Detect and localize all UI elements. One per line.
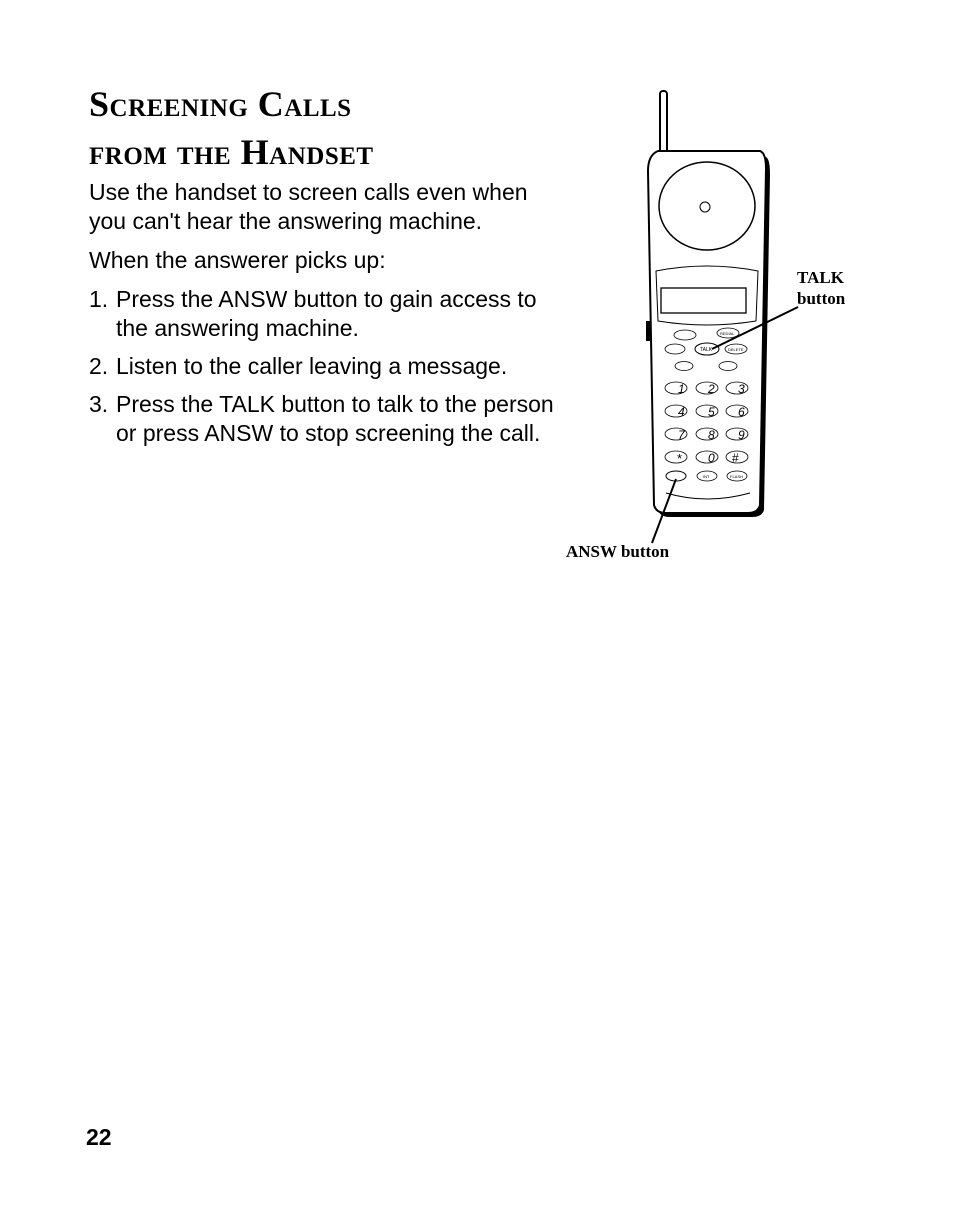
list-item [89,390,559,448]
key-5 [696,405,718,417]
key-6-label: 6 [738,405,745,419]
talk-button-callout: TALK button [797,268,846,308]
key-hash-label: # [732,451,739,465]
key-star-label: * [677,451,683,466]
step-text: Press the TALK button to talk to the person or press ANSW to stop screening the call. [116,391,554,446]
key-3-label: 3 [738,382,745,396]
answ-button-callout: ANSW button [566,542,670,561]
key-star [665,451,687,463]
step-text: Listen to the caller leaving a message. [116,353,508,379]
talk-key-label: TALK [700,347,713,353]
handset-illustration [560,85,860,575]
instructions [89,178,559,457]
step-number: 3. [89,391,109,417]
list-item [89,285,559,343]
title-line-1: Screening Calls [89,84,352,124]
key-3 [726,382,748,394]
key-9-label: 9 [738,428,745,442]
earpiece [659,162,755,250]
intro-paragraph: Use the handset to screen calls even when you can't hear the answering machine. [89,179,528,234]
key-0-label: 0 [708,451,715,465]
dial-button [665,344,685,354]
int-label: INT [703,474,710,479]
key-7-label: 7 [678,428,685,442]
key-6 [726,405,748,417]
antenna [660,91,667,153]
step-text: Press the ANSW button to gain access to the answering machine. [116,286,537,341]
page-number: 22 [86,1124,112,1150]
key-2 [696,382,718,394]
key-8 [696,428,718,440]
side-button [646,321,650,341]
step-number: 1. [89,286,109,312]
memory-button [674,330,696,340]
mute-button [719,362,737,371]
steps-list [89,285,559,448]
lcd-display [661,288,746,313]
lead-in-paragraph: When the answerer picks up: [89,247,386,273]
page-title [89,80,374,176]
handset-figure [560,85,860,575]
delete-label: DELETE [728,347,744,352]
step-number: 2. [89,353,109,379]
list-item [89,352,559,381]
key-5-label: 5 [708,405,715,419]
key-1-label: 1 [678,382,685,396]
key-0 [696,451,718,463]
key-8-label: 8 [708,428,715,442]
pause-button [675,362,693,371]
redial-label: REDIAL [720,331,735,336]
key-4-label: 4 [678,405,685,419]
key-2-label: 2 [708,382,715,396]
flash-label: FLASH [730,474,743,479]
key-9 [726,428,748,440]
title-line-2: from the Handset [89,132,374,172]
